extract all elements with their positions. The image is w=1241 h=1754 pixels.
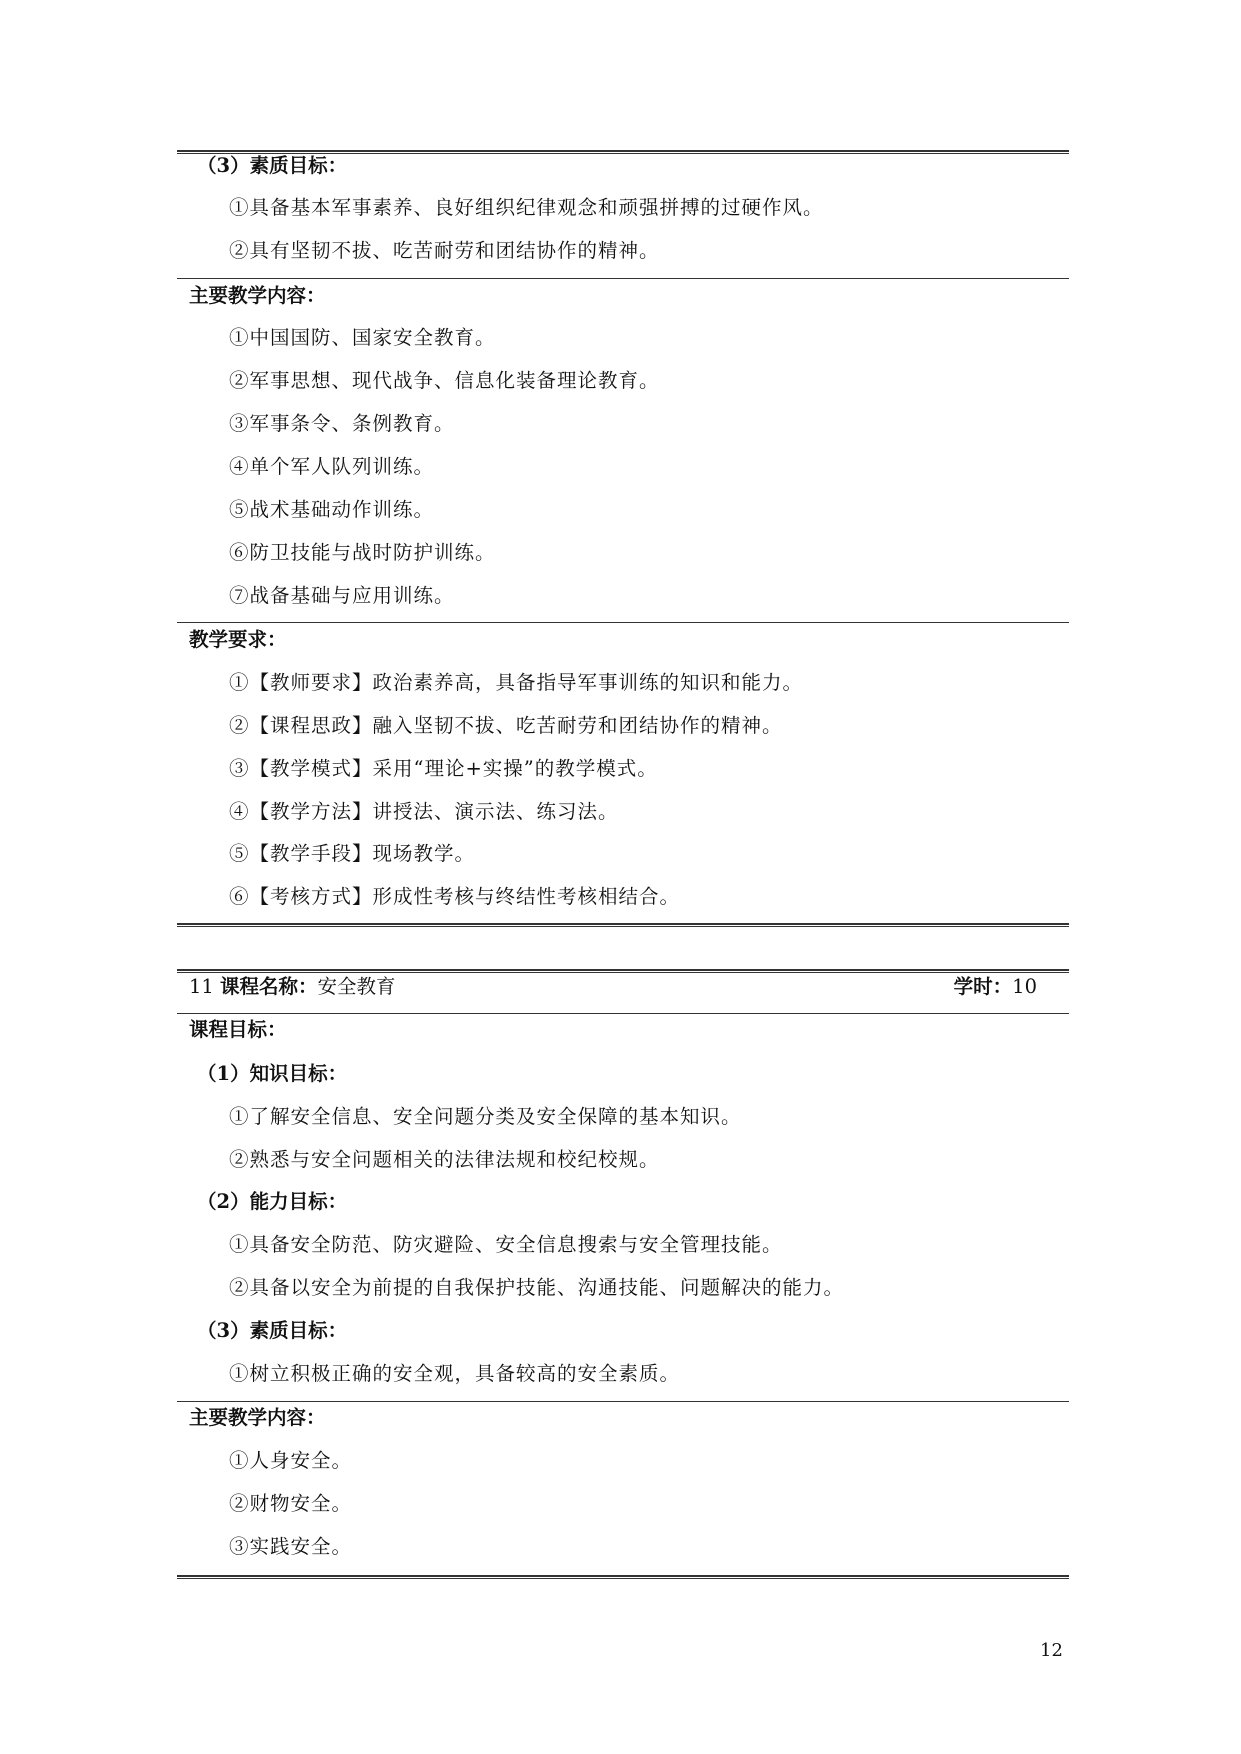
page-number: 12 [1040, 1640, 1063, 1661]
hours-label: 学时： [953, 975, 1013, 998]
requirements-heading: 教学要求： [189, 628, 287, 651]
divider [177, 278, 1069, 279]
list-item: ⑤【教学手段】现场教学。 [229, 842, 476, 865]
list-item: ⑥防卫技能与战时防护训练。 [229, 541, 496, 564]
list-item: ④【教学方法】讲授法、演示法、练习法。 [229, 800, 619, 823]
hours [954, 974, 1037, 1000]
list-item: ②【课程思政】融入坚韧不拔、吃苦耐劳和团结协作的精神。 [229, 714, 783, 737]
content-heading: 主要教学内容： [189, 1406, 326, 1429]
divider [177, 1013, 1069, 1014]
course-number: 11 [189, 975, 214, 998]
list-item: ③实践安全。 [229, 1535, 353, 1558]
content-heading: 主要教学内容： [189, 284, 326, 307]
bottom-rule [177, 923, 1069, 927]
list-item: ②军事思想、现代战争、信息化装备理论教育。 [229, 369, 660, 392]
list-item: ①中国国防、国家安全教育。 [229, 326, 496, 349]
divider [177, 622, 1069, 623]
knowledge-goal-heading: （1）知识目标： [197, 1062, 348, 1085]
quality-goal-heading: （3）素质目标： [197, 154, 348, 177]
list-item: ①树立积极正确的安全观，具备较高的安全素质。 [229, 1362, 681, 1385]
list-item: ②熟悉与安全问题相关的法律法规和校纪校规。 [229, 1148, 660, 1171]
bottom-rule [177, 1575, 1069, 1579]
list-item: ①具备基本军事素养、良好组织纪律观念和顽强拼搏的过硬作风。 [229, 196, 824, 219]
course-name: 安全教育 [317, 975, 396, 998]
list-item: ①具备安全防范、防灾避险、安全信息搜索与安全管理技能。 [229, 1233, 783, 1256]
list-item: ④单个军人队列训练。 [229, 455, 435, 478]
list-item: ③【教学模式】采用“理论+实操”的教学模式。 [229, 757, 658, 780]
list-item: ⑤战术基础动作训练。 [229, 498, 435, 521]
hours-value: 10 [1012, 975, 1037, 998]
list-item: ②具有坚韧不拔、吃苦耐劳和团结协作的精神。 [229, 239, 660, 262]
list-item: ②具备以安全为前提的自我保护技能、沟通技能、问题解决的能力。 [229, 1276, 845, 1299]
course-name-label: 课程名称： [220, 975, 318, 998]
list-item: ⑦战备基础与应用训练。 [229, 584, 455, 607]
course-title-row [189, 974, 1057, 1000]
goals-heading: 课程目标： [189, 1018, 287, 1041]
list-item: ①【教师要求】政治素养高，具备指导军事训练的知识和能力。 [229, 671, 804, 694]
quality-goal-heading: （3）素质目标： [197, 1319, 348, 1342]
list-item: ①人身安全。 [229, 1449, 353, 1472]
list-item: ①了解安全信息、安全问题分类及安全保障的基本知识。 [229, 1105, 742, 1128]
divider [177, 1401, 1069, 1402]
list-item: ③军事条令、条例教育。 [229, 412, 455, 435]
list-item: ⑥【考核方式】形成性考核与终结性考核相结合。 [229, 885, 681, 908]
list-item: ②财物安全。 [229, 1492, 353, 1515]
top-rule [177, 969, 1069, 973]
ability-goal-heading: （2）能力目标： [197, 1190, 348, 1213]
